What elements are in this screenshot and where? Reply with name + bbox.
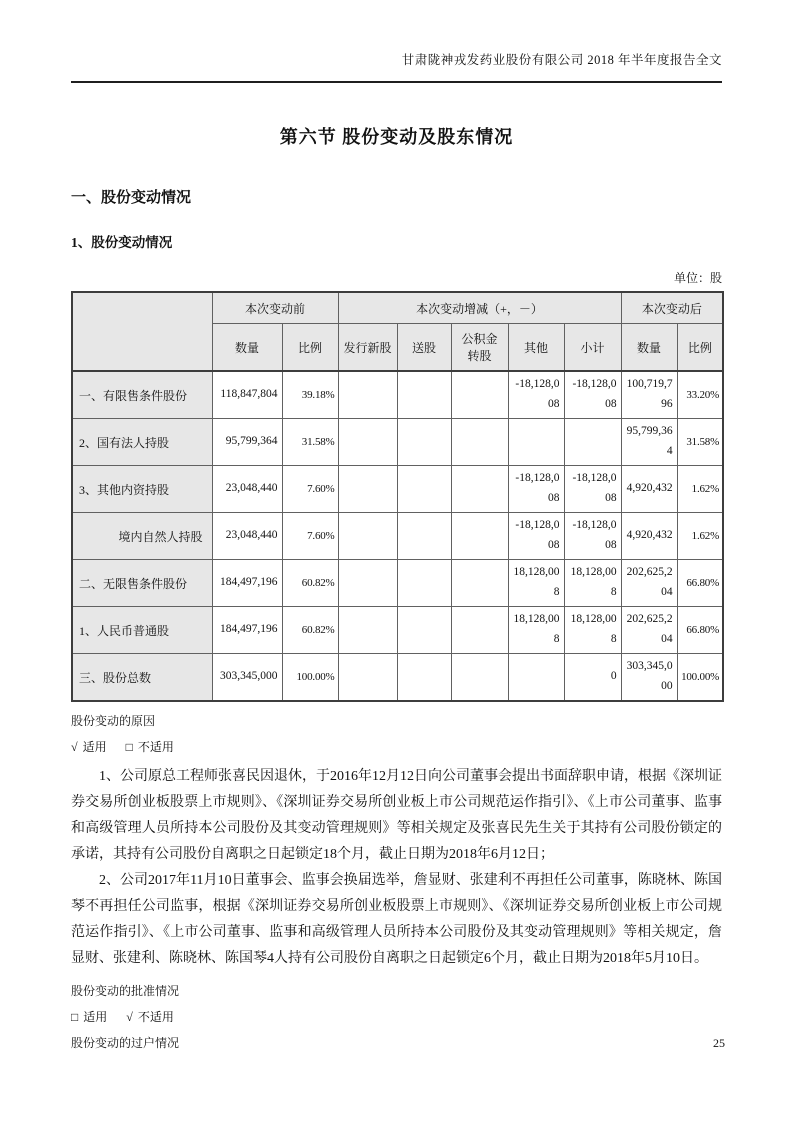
table-cell: 303,345,000 <box>212 654 282 702</box>
approval-title: 股份变动的批准情况 <box>71 984 180 998</box>
chapter-title: 第六节 股份变动及股东情况 <box>279 127 514 147</box>
page-number: 25 <box>713 1036 725 1050</box>
table-cell <box>451 654 508 702</box>
col-header-other: 其他 <box>508 324 564 372</box>
checkbox-empty-icon: □ <box>71 1010 79 1024</box>
corner-cell <box>72 292 212 371</box>
table-cell: 4,920,432 <box>621 513 677 560</box>
table-cell: -18,128,008 <box>508 513 564 560</box>
table-cell <box>338 654 397 702</box>
table-cell: 202,625,204 <box>621 607 677 654</box>
header-change: 本次变动增减（+，－） <box>338 292 621 324</box>
section-heading: 一、股份变动情况 <box>71 190 192 206</box>
table-cell <box>397 466 451 513</box>
table-row <box>72 466 723 513</box>
table-cell: -18,128,008 <box>564 513 621 560</box>
table-row <box>72 513 723 560</box>
reason-paragraphs <box>71 764 722 972</box>
table-cell <box>338 419 397 466</box>
table-cell <box>397 607 451 654</box>
table-cell <box>508 654 564 702</box>
transfer-title: 股份变动的过户情况 <box>71 1036 180 1050</box>
reason-option-not-applicable <box>126 740 174 754</box>
table-cell: 100.00% <box>677 654 723 702</box>
reason-applicability <box>71 734 722 760</box>
reason-paragraph-2: 2、公司2017年11月10日董事会、监事会换届选举，詹显财、张建利不再担任公司董事，陈晓林、陈国琴不再担任公司监事，根据《深圳证券交易所创业板股票上市规则》、《深圳证券交易所创业板上市公司规范运作指引》、《上市公司董事、监事和高级管理人员所持本公司股份及其变动管理规则》等相关规定，詹显财、张建利、陈晓林、陈国琴4人持有公司股份自离职之日起锁定6个月，截止日期为2018年5月10日。 <box>71 873 722 966</box>
table-row <box>72 560 723 607</box>
row-label: 二、无限售条件股份 <box>72 560 212 607</box>
table-cell: 60.82% <box>282 607 338 654</box>
notes-section <box>71 708 722 1056</box>
table-cell: 18,128,008 <box>508 560 564 607</box>
col-header-new-shares: 发行新股 <box>338 324 397 372</box>
approval-applicability <box>71 1004 722 1030</box>
table-cell <box>508 419 564 466</box>
row-label: 1、人民币普通股 <box>72 607 212 654</box>
table-cell: 303,345,000 <box>621 654 677 702</box>
approval-option-applicable <box>71 1010 110 1024</box>
table-cell <box>397 371 451 419</box>
table-cell: 1.62% <box>677 466 723 513</box>
notes-bottom <box>71 978 722 1056</box>
table-cell <box>451 466 508 513</box>
table-cell: 66.80% <box>677 607 723 654</box>
table-cell: -18,128,008 <box>564 466 621 513</box>
reason-option-not-applicable-label: 不适用 <box>137 740 174 754</box>
col-header-pct-before: 比例 <box>282 324 338 372</box>
row-label: 3、其他内资持股 <box>72 466 212 513</box>
table-cell <box>397 654 451 702</box>
table-cell: 118,847,804 <box>212 371 282 419</box>
header-before: 本次变动前 <box>212 292 338 324</box>
table-cell: 100.00% <box>282 654 338 702</box>
table-cell <box>451 607 508 654</box>
header-after: 本次变动后 <box>621 292 723 324</box>
col-header-qty-before: 数量 <box>212 324 282 372</box>
table-cell <box>338 513 397 560</box>
table-cell: 23,048,440 <box>212 513 282 560</box>
approval-option-not-applicable-label: 不适用 <box>137 1010 174 1024</box>
table-cell <box>451 371 508 419</box>
table-cell: 100,719,796 <box>621 371 677 419</box>
table-cell: 39.18% <box>282 371 338 419</box>
col-header-pct-after: 比例 <box>677 324 723 372</box>
table-cell: 4,920,432 <box>621 466 677 513</box>
table-cell <box>397 513 451 560</box>
table-cell: 95,799,364 <box>212 419 282 466</box>
approval-option-applicable-label: 适用 <box>83 1010 108 1024</box>
table-cell: -18,128,008 <box>564 371 621 419</box>
table-cell: 184,497,196 <box>212 607 282 654</box>
row-label: 2、国有法人持股 <box>72 419 212 466</box>
table-cell: 23,048,440 <box>212 466 282 513</box>
table-cell <box>397 419 451 466</box>
table-cell: 18,128,008 <box>508 607 564 654</box>
table-cell <box>338 371 397 419</box>
table-cell: 66.80% <box>677 560 723 607</box>
table-cell: 18,128,008 <box>564 560 621 607</box>
row-label: 三、股份总数 <box>72 654 212 702</box>
reason-option-applicable-label: 适用 <box>82 740 107 754</box>
table-cell: 31.58% <box>282 419 338 466</box>
check-mark-icon: √ <box>126 1010 133 1024</box>
table-cell: 95,799,364 <box>621 419 677 466</box>
subsection-heading: 1、股份变动情况 <box>71 235 173 250</box>
col-header-subtotal: 小计 <box>564 324 621 372</box>
reason-title: 股份变动的原因 <box>71 714 156 728</box>
table-cell <box>564 419 621 466</box>
table-cell: 7.60% <box>282 513 338 560</box>
col-header-reserve-conversion: 公积金转股 <box>451 324 508 372</box>
row-label: 一、有限售条件股份 <box>72 371 212 419</box>
table-cell <box>451 419 508 466</box>
table-cell: 33.20% <box>677 371 723 419</box>
share-change-table <box>71 291 724 702</box>
table-row <box>72 419 723 466</box>
check-mark-icon: √ <box>71 740 78 754</box>
col-header-qty-after: 数量 <box>621 324 677 372</box>
table-cell <box>451 560 508 607</box>
reason-paragraph-1: 1、公司原总工程师张喜民因退休，于2016年12月12日向公司董事会提出书面辞职申请，根据《深圳证券交易所创业板股票上市规则》、《深圳证券交易所创业板上市公司规范运作指引》、《上市公司董事、监事和高级管理人员所持本公司股份及其变动管理规则》等相关规定及张喜民先生关于其持有公司股份锁定的承诺，其持有公司股份自离职之日起锁定18个月，截止日期为2018年6月12日； <box>71 769 722 862</box>
running-head: 甘肃陇神戎发药业股份有限公司 2018 年半年度报告全文 <box>71 50 722 83</box>
table-cell: 184,497,196 <box>212 560 282 607</box>
table-cell: 60.82% <box>282 560 338 607</box>
checkbox-empty-icon: □ <box>125 740 133 754</box>
unit-note: 单位：股 <box>673 271 722 285</box>
table-row <box>72 654 723 702</box>
approval-option-not-applicable <box>126 1010 174 1024</box>
table-cell <box>338 466 397 513</box>
table-cell: 1.62% <box>677 513 723 560</box>
table-row <box>72 607 723 654</box>
table-header-row-groups <box>72 292 723 324</box>
table-cell: 31.58% <box>677 419 723 466</box>
table-cell <box>338 560 397 607</box>
share-change-table-body <box>72 371 723 701</box>
reason-option-applicable <box>71 740 110 754</box>
table-row <box>72 371 723 419</box>
table-cell: -18,128,008 <box>508 371 564 419</box>
table-cell: 18,128,008 <box>564 607 621 654</box>
row-label: 境内自然人持股 <box>72 513 212 560</box>
table-cell <box>338 607 397 654</box>
table-cell <box>397 560 451 607</box>
table-cell: 0 <box>564 654 621 702</box>
table-cell <box>451 513 508 560</box>
col-header-bonus-shares: 送股 <box>397 324 451 372</box>
table-cell: -18,128,008 <box>508 466 564 513</box>
table-cell: 7.60% <box>282 466 338 513</box>
table-cell: 202,625,204 <box>621 560 677 607</box>
